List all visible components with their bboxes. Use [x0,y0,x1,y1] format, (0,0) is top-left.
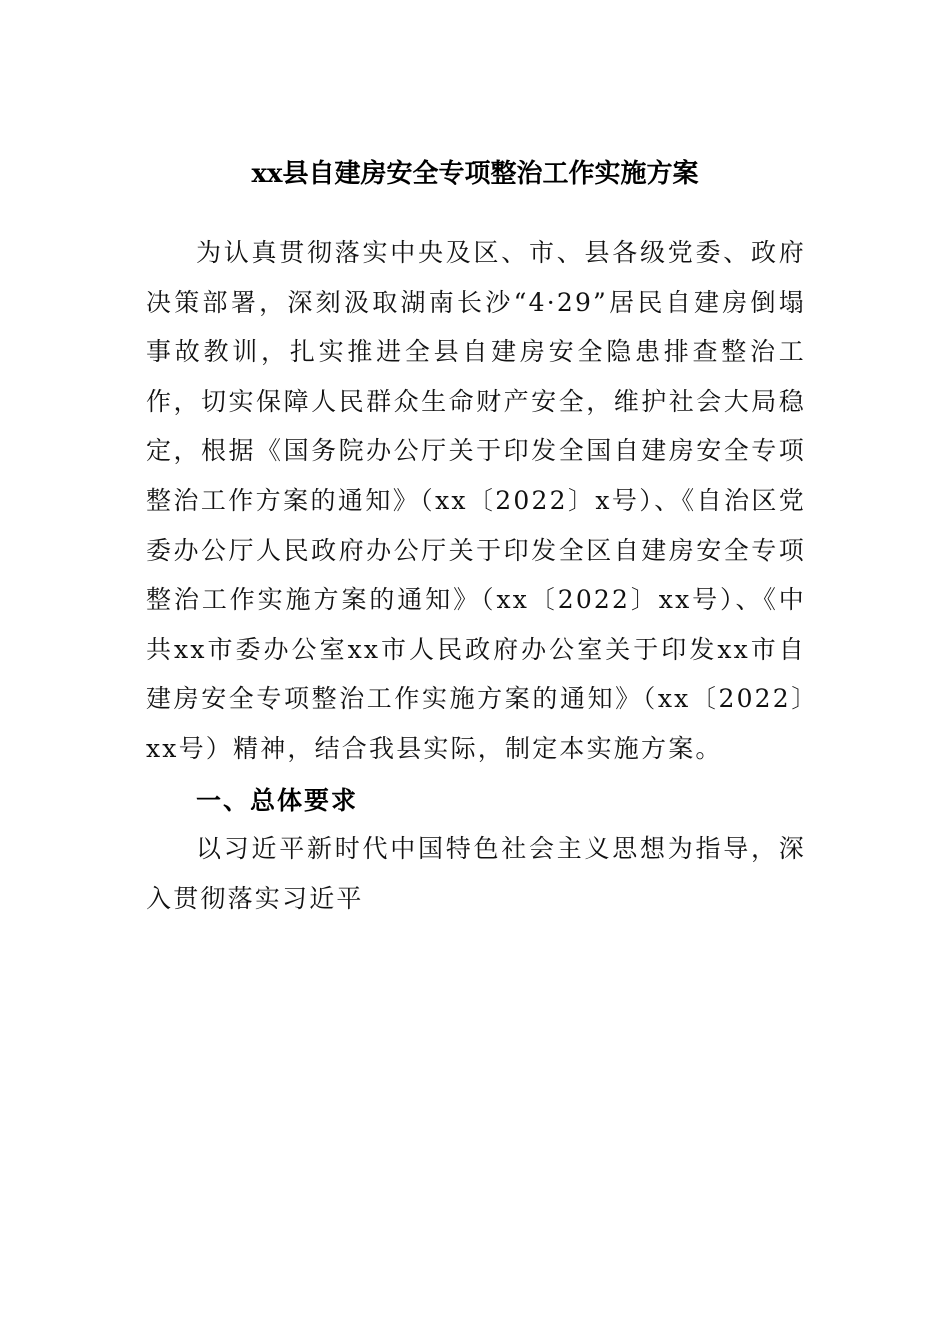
section-paragraph-block [146,824,806,923]
document-title: xx县自建房安全专项整治工作实施方案 [251,159,699,189]
intro-paragraph-block [146,228,806,774]
section-heading-block [146,776,806,826]
section-paragraph: 以习近平新时代中国特色社会主义思想为指导，深入贯彻落实习近平 [146,834,806,913]
intro-paragraph: 为认真贯彻落实中央及区、市、县各级党委、政府决策部署，深刻汲取湖南长沙“4·29”居民自建房倒塌事故教训，扎实推进全县自建房安全隐患排查整治工作，切实保障人民群众生命财产安全，维护社会大局稳定，根据《国务院办公厅关于印发全国自建房安全专项整治工作方案的通知》（xx〔2022〕x号）、《自治区党委办公厅人民政府办公厅关于印发全区自建房安全专项整治工作实施方案的通知》（xx〔2022〕xx号）、《中共xx市委办公室xx市人民政府办公室关于印发xx市自建房安全专项整治工作实施方案的通知》（xx〔2022〕xx号）精神，结合我县实际，制定本实施方案。 [146,238,806,763]
section-heading: 一、总体要求 [196,786,359,815]
